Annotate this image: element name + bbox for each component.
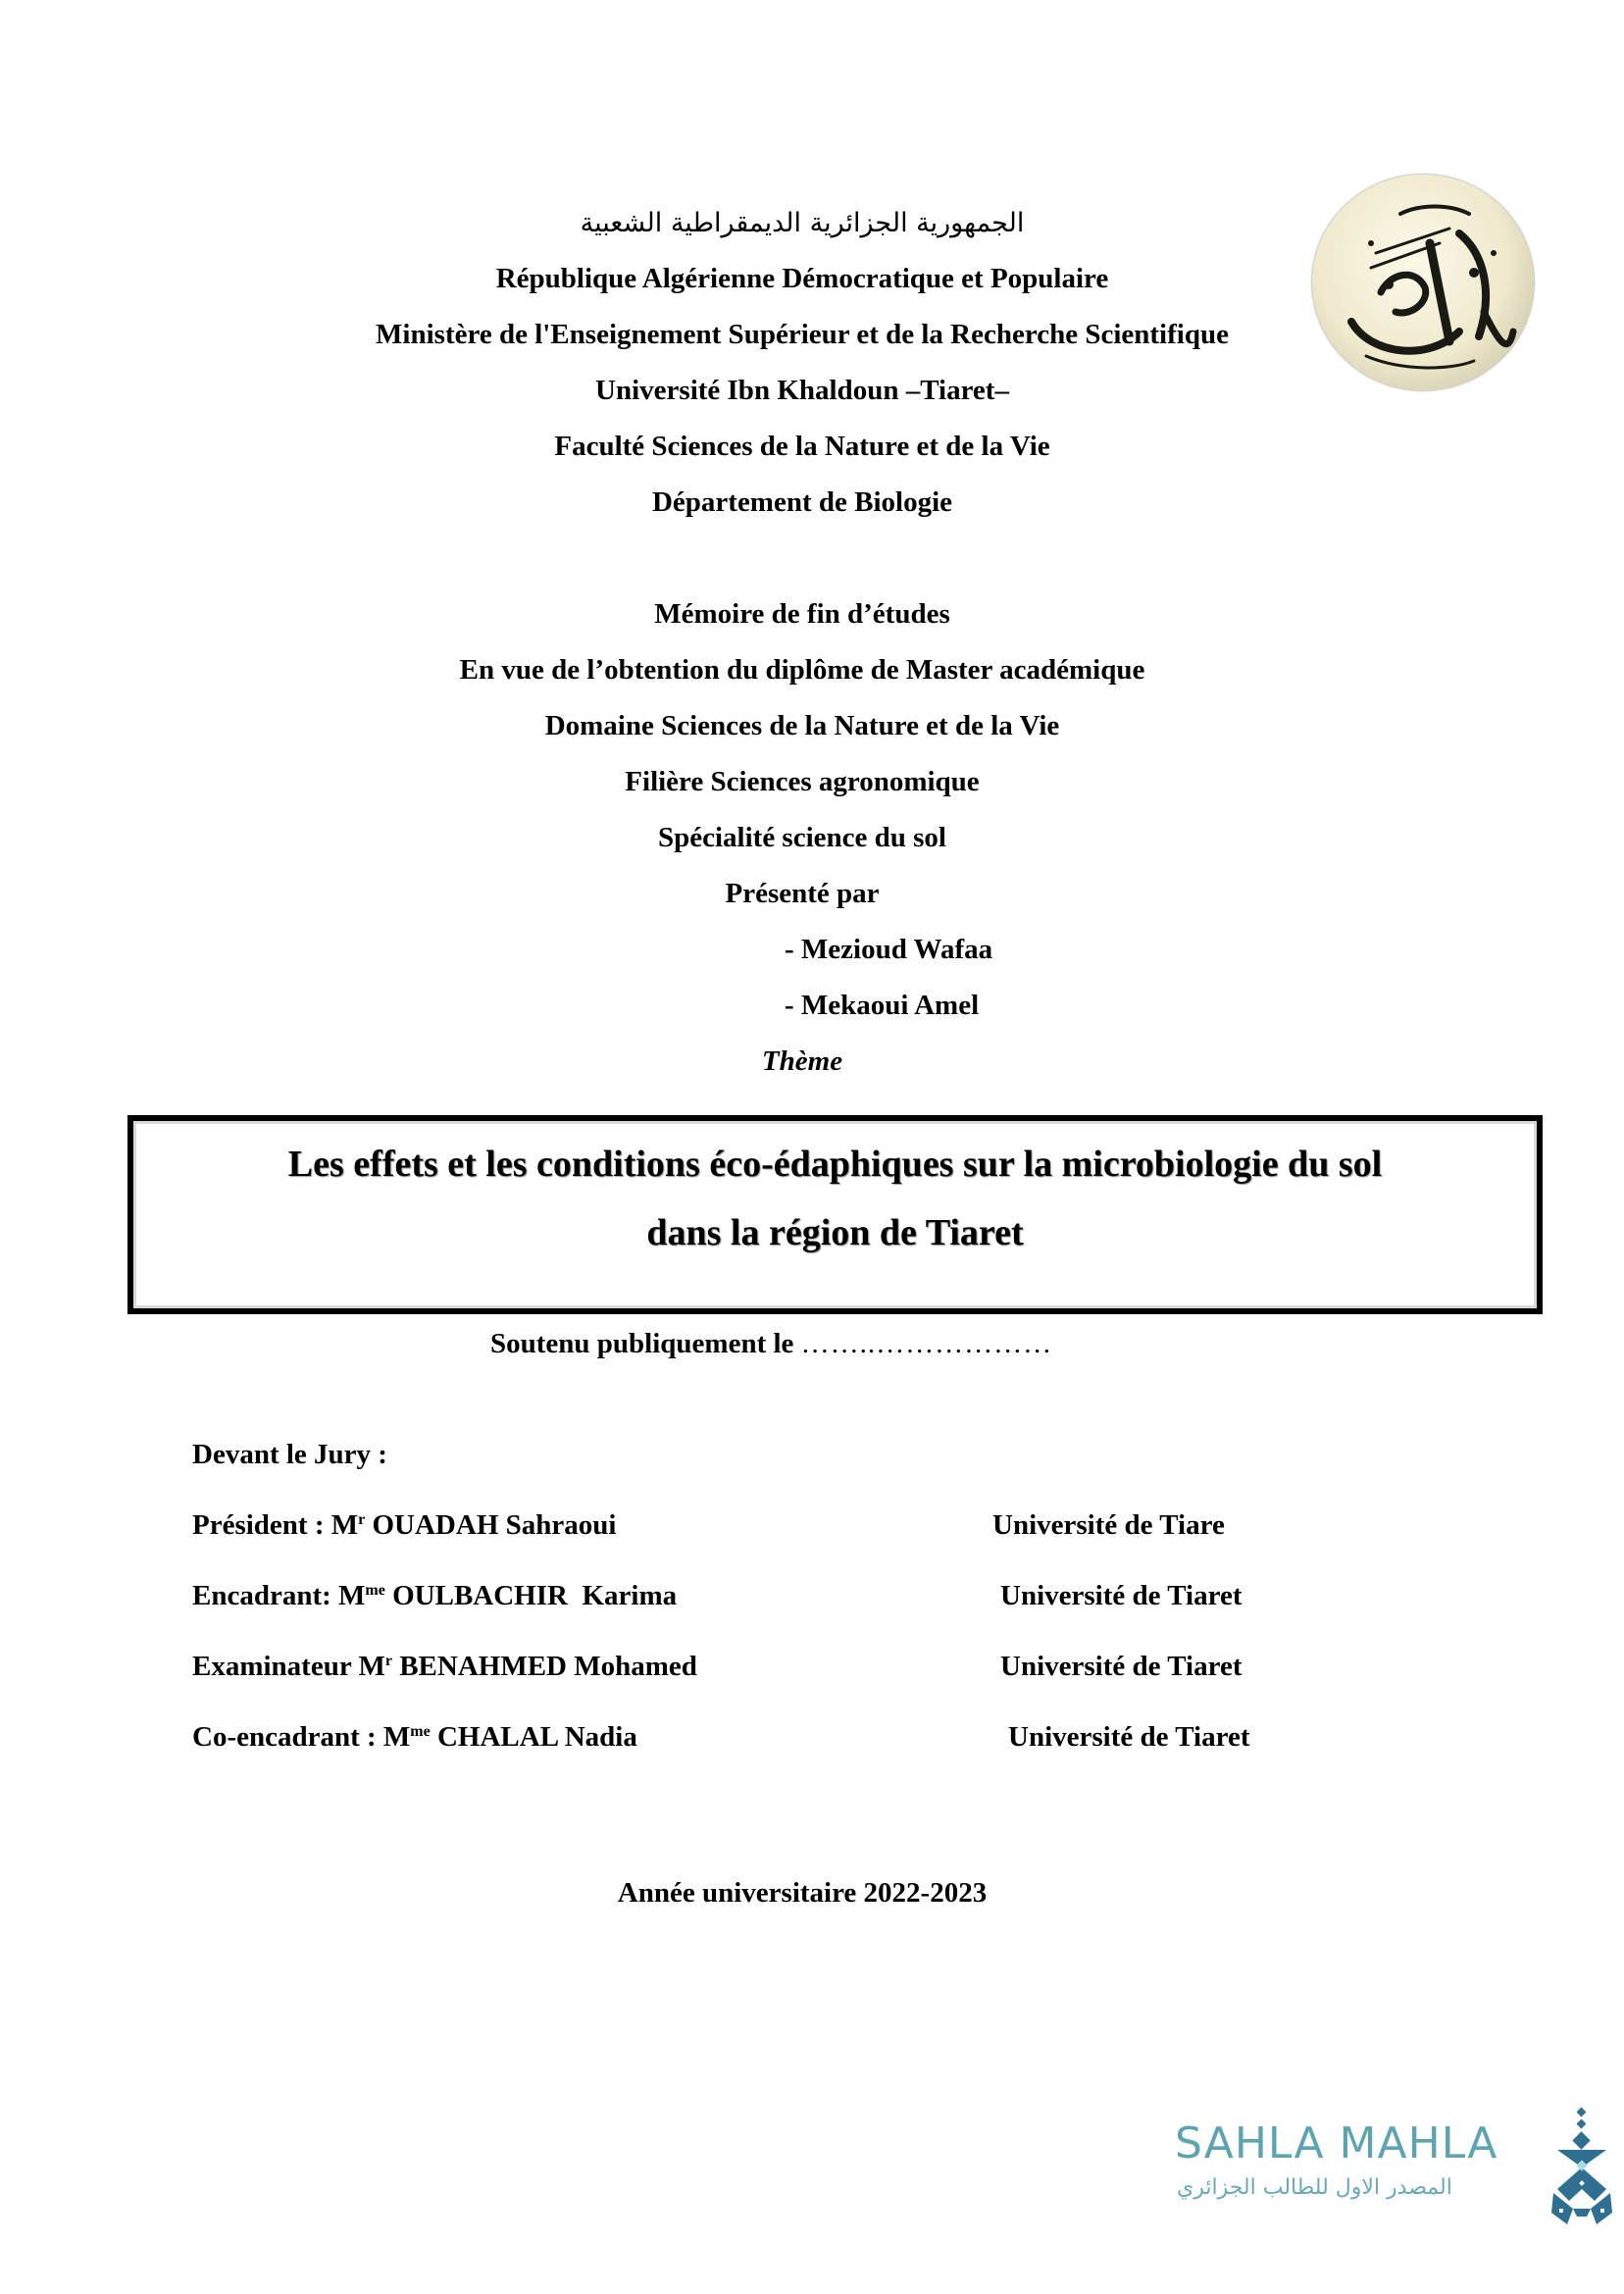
academic-year: Année universitaire 2022-2023 [617, 1877, 988, 1909]
brand-name: SAHLA MAHLA [1175, 2118, 1498, 2168]
arabic-republic-title: الجمهورية الجزائرية الديمقراطية الشعبية [580, 208, 1025, 238]
jury-name: BENAHMED Mohamed [391, 1651, 697, 1682]
jury-role: Examinateur [192, 1651, 359, 1682]
sahla-mahla-emblem-icon [1548, 2107, 1616, 2230]
jury-institution: Université de Tiare [992, 1509, 1225, 1541]
jury-member-president [192, 1507, 616, 1543]
jury-title: M [338, 1580, 366, 1611]
defense-date-placeholder: ……..……………… [800, 1328, 1053, 1359]
author-name: - Mekaoui Amel [785, 990, 980, 1021]
jury-role: Co-encadrant : [192, 1721, 383, 1753]
defense-line [490, 1326, 1052, 1361]
jury-heading: Devant le Jury : [192, 1439, 387, 1470]
domain-line: Domaine Sciences de la Nature et de la Vie [544, 710, 1060, 741]
theme-label: Thème [761, 1045, 843, 1077]
jury-title-sup: me [410, 1723, 431, 1740]
brand-tagline: المصدر الاول للطالب الجزائري [1177, 2175, 1452, 2200]
jury-title-sup: r [358, 1511, 366, 1528]
jury-name: OUADAH Sahraoui [365, 1509, 617, 1541]
jury-name: CHALAL Nadia [430, 1721, 637, 1753]
jury-name: OULBACHIR Karima [384, 1580, 678, 1611]
thesis-title-line-2: dans la région de Tiaret [646, 1212, 1024, 1253]
jury-role: Président : [192, 1509, 331, 1541]
department-name: Département de Biologie [651, 486, 953, 518]
jury-role: Encadrant: [192, 1580, 339, 1611]
jury-title: M [358, 1651, 385, 1682]
jury-member-co-supervisor [192, 1719, 637, 1755]
faculty-name: Faculté Sciences de la Nature et de la Vie [554, 431, 1050, 462]
jury-title: M [330, 1509, 359, 1541]
thesis-title-line-1: Les effets et les conditions éco-édaphiques sur la microbiologie du sol [287, 1144, 1383, 1185]
jury-title-sup: r [384, 1653, 392, 1669]
jury-institution: Université de Tiaret [1000, 1651, 1243, 1682]
author-name: - Mezioud Wafaa [785, 934, 993, 965]
jury-institution: Université de Tiaret [1000, 1580, 1243, 1611]
university-name: Université Ibn Khaldoun –Tiaret– [595, 375, 1009, 406]
degree-line: En vue de l’obtention du diplôme de Master académique [459, 654, 1145, 686]
thesis-type: Mémoire de fin d’études [654, 598, 950, 630]
presented-by-label: Présenté par [725, 878, 880, 909]
ministry-name: Ministère de l'Enseignement Supérieur et de la Recherche Scientifique [376, 319, 1229, 350]
jury-title-sup: me [365, 1582, 385, 1599]
jury-member-supervisor [192, 1578, 677, 1613]
jury-institution: Université de Tiaret [1008, 1721, 1250, 1753]
defense-label: Soutenu publiquement le [490, 1328, 794, 1359]
field-line: Filière Sciences agronomique [625, 766, 980, 797]
jury-title: M [382, 1721, 411, 1753]
republic-name: République Algérienne Démocratique et Populaire [495, 263, 1109, 294]
thesis-title-box [127, 1115, 1543, 1314]
specialty-line: Spécialité science du sol [657, 822, 946, 853]
jury-member-examiner [192, 1649, 697, 1684]
sahla-mahla-watermark [1175, 2118, 1567, 2226]
